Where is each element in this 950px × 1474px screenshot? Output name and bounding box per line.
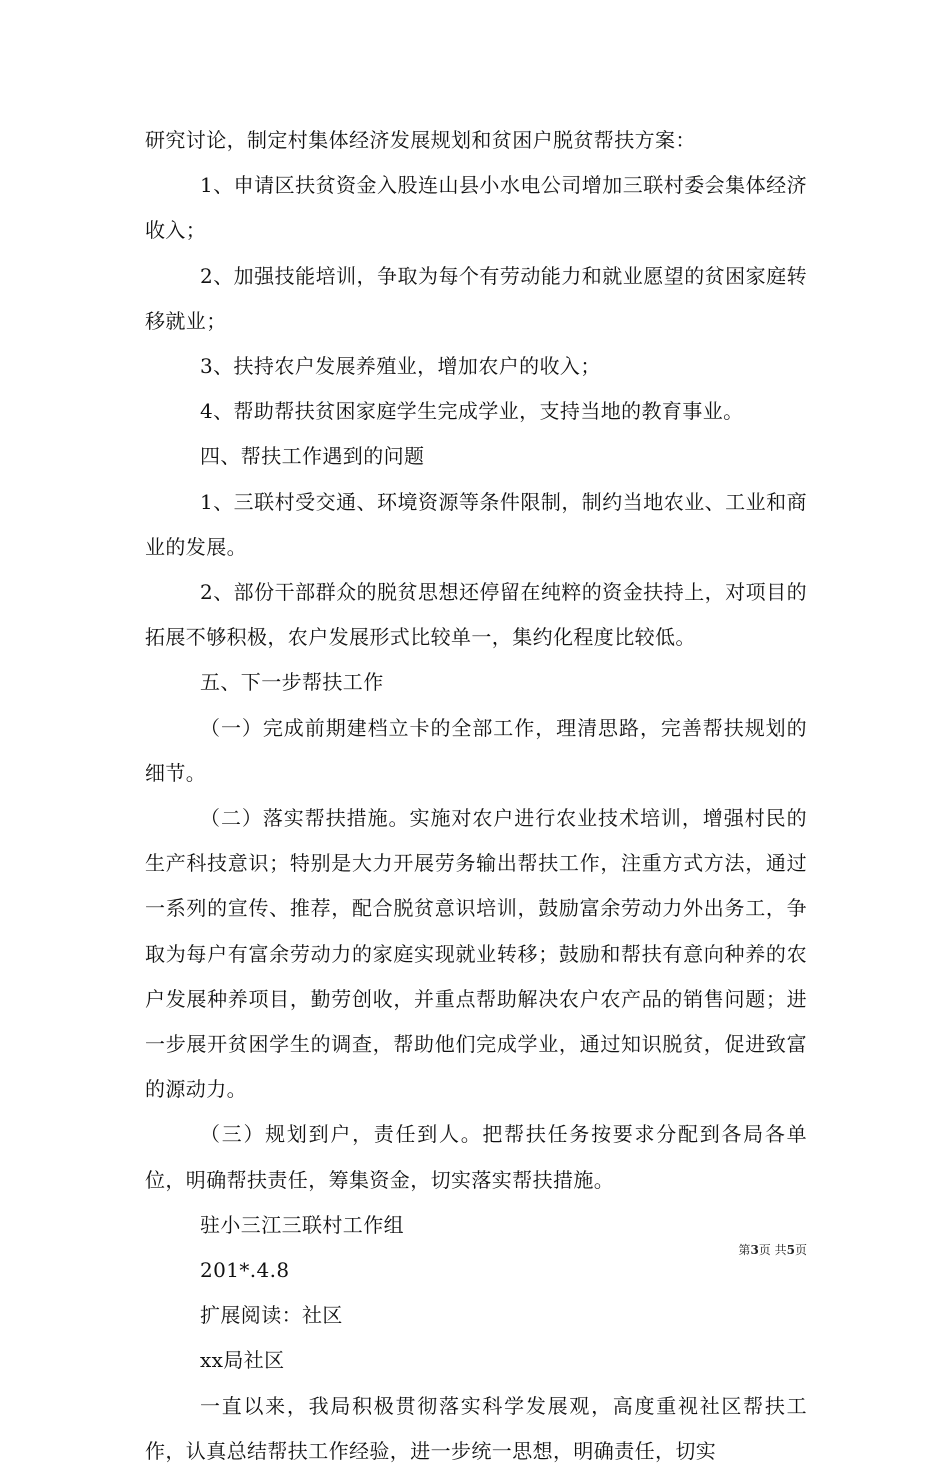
total-pages-number: 5 xyxy=(786,1243,795,1257)
document-body xyxy=(145,118,807,1474)
paragraph: （一）完成前期建档立卡的全部工作，理清思路，完善帮扶规划的细节。 xyxy=(145,715,807,785)
footer-middle: 页 共 xyxy=(758,1243,787,1257)
paragraph: 1、申请区扶贫资金入股连山县小水电公司增加三联村委会集体经济收入； xyxy=(145,173,807,243)
paragraph: （二）落实帮扶措施。实施对农户进行农业技术培训，增强村民的生产科技意识；特别是大力开展劳务输出帮扶工作，注重方式方法，通过一系列的宣传、推荐，配合脱贫意识培训，鼓励富余劳动力外出务工，争取为每户有富余劳动力的家庭实现就业转移；鼓励和帮扶有意向种养的农户发展种养项目，勤劳创收，并重点帮助解决农户农产品的销售问题；进一步展开贫困学生的调查，帮助他们完成学业，通过知识脱贫，促进致富的源动力。 xyxy=(145,806,807,1102)
footer-suffix: 页 xyxy=(794,1243,807,1257)
paragraph: 1、三联村受交通、环境资源等条件限制，制约当地农业、工业和商业的发展。 xyxy=(145,489,807,559)
extended-reading-label: 扩展阅读：社区 xyxy=(200,1303,343,1328)
section-title: xx局社区 xyxy=(200,1348,285,1373)
page-footer xyxy=(738,1242,807,1258)
paragraph: 一直以来，我局积极贯彻落实科学发展观，高度重视社区帮扶工作，认真总结帮扶工作经验，进一步统一思想，明确责任，切实 xyxy=(145,1393,807,1463)
paragraph: （三）规划到户，责任到人。把帮扶任务按要求分配到各局各单位，明确帮扶责任，筹集资金，切实落实帮扶措施。 xyxy=(145,1122,807,1192)
current-page-number: 3 xyxy=(750,1243,759,1257)
paragraph: 2、部份干部群众的脱贫思想还停留在纯粹的资金扶持上，对项目的拓展不够积极，农户发展形式比较单一，集约化程度比较低。 xyxy=(145,580,807,650)
section-heading: 五、下一步帮扶工作 xyxy=(200,670,384,695)
footer-prefix: 第 xyxy=(738,1243,751,1257)
paragraph: 3、扶持农户发展养殖业，增加农户的收入； xyxy=(200,354,601,379)
signature-date: 201*.4.8 xyxy=(200,1258,290,1283)
paragraph: 4、帮助帮扶贫困家庭学生完成学业，支持当地的教育事业。 xyxy=(200,399,744,424)
paragraph: 2、加强技能培训，争取为每个有劳动能力和就业愿望的贫困家庭转移就业； xyxy=(145,263,807,333)
paragraph: 研究讨论，制定村集体经济发展规划和贫困户脱贫帮扶方案： xyxy=(145,128,696,152)
section-heading: 四、帮扶工作遇到的问题 xyxy=(200,444,425,469)
signature-org: 驻小三江三联村工作组 xyxy=(200,1212,404,1237)
